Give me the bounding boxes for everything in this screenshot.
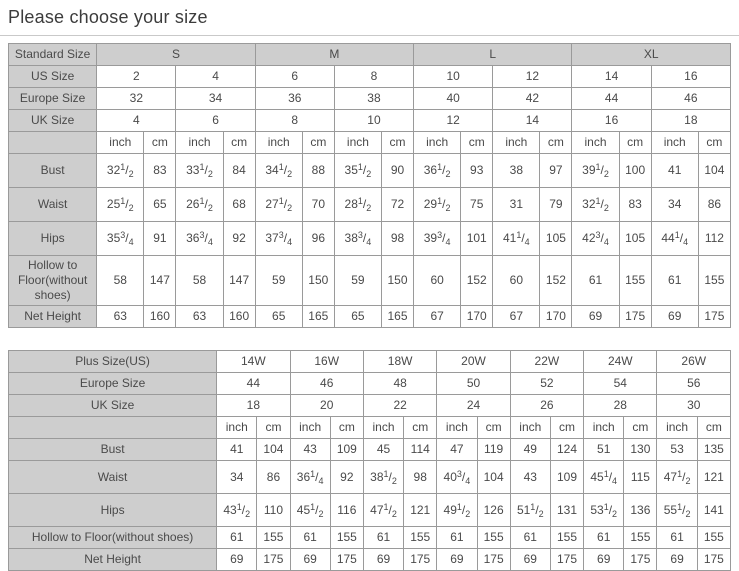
- table-row: [9, 256, 731, 306]
- size-cell: 26: [510, 395, 583, 417]
- standard-size-table: [8, 43, 731, 328]
- row-label: UK Size: [9, 395, 217, 417]
- size-cell: cm: [144, 132, 176, 154]
- size-cell: 67: [414, 306, 461, 328]
- size-cell: 34: [651, 188, 698, 222]
- size-cell: inch: [493, 132, 540, 154]
- size-cell: $55^1/_2$: [657, 494, 697, 527]
- size-cell: 44: [217, 373, 290, 395]
- size-cell: 69: [510, 549, 550, 571]
- size-cell: $45^1/_4$: [584, 461, 624, 494]
- size-cell: 46: [290, 373, 363, 395]
- size-cell: 4: [176, 66, 255, 88]
- table-row: [9, 110, 731, 132]
- size-cell: inch: [217, 417, 257, 439]
- size-cell: 12: [493, 66, 572, 88]
- size-cell: 121: [404, 494, 437, 527]
- size-cell: 104: [257, 439, 290, 461]
- size-cell: $53^1/_2$: [584, 494, 624, 527]
- size-cell: 104: [477, 461, 510, 494]
- size-cell: 75: [461, 188, 493, 222]
- table-row: [9, 417, 731, 439]
- table-row: [9, 188, 731, 222]
- size-cell: 124: [550, 439, 583, 461]
- size-cell: 88: [302, 154, 334, 188]
- table-row: [9, 132, 731, 154]
- size-cell: 43: [510, 461, 550, 494]
- size-cell: 69: [217, 549, 257, 571]
- size-cell: 44: [572, 88, 651, 110]
- size-cell: 69: [290, 549, 330, 571]
- size-cell: inch: [510, 417, 550, 439]
- size-cell: $26^1/_2$: [176, 188, 223, 222]
- size-cell: 135: [697, 439, 730, 461]
- size-cell: $36^1/_2$: [414, 154, 461, 188]
- size-cell: 47: [437, 439, 477, 461]
- size-cell: 126: [477, 494, 510, 527]
- size-cell: $36^1/_4$: [290, 461, 330, 494]
- size-cell: 69: [657, 549, 697, 571]
- size-cell: 58: [176, 256, 223, 306]
- size-cell: inch: [584, 417, 624, 439]
- size-cell: cm: [619, 132, 651, 154]
- size-cell: 50: [437, 373, 510, 395]
- size-cell: 155: [477, 527, 510, 549]
- size-cell: 36: [255, 88, 334, 110]
- size-cell: 92: [223, 222, 255, 256]
- size-cell: inch: [290, 417, 330, 439]
- size-cell: 63: [176, 306, 223, 328]
- size-cell: 92: [330, 461, 363, 494]
- size-cell: 130: [624, 439, 657, 461]
- size-cell: 45: [363, 439, 403, 461]
- row-label: Bust: [9, 439, 217, 461]
- row-label: Europe Size: [9, 373, 217, 395]
- row-label: Europe Size: [9, 88, 97, 110]
- table-row: [9, 222, 731, 256]
- row-label: Standard Size: [9, 44, 97, 66]
- size-cell: 98: [381, 222, 413, 256]
- size-cell: 32: [97, 88, 176, 110]
- size-cell: inch: [255, 132, 302, 154]
- size-cell: 147: [223, 256, 255, 306]
- size-cell: inch: [651, 132, 698, 154]
- size-cell: 65: [334, 306, 381, 328]
- size-cell: 51: [584, 439, 624, 461]
- row-label: Hips: [9, 222, 97, 256]
- table-row: [9, 373, 731, 395]
- size-cell: $39^1/_2$: [572, 154, 619, 188]
- size-cell: 61: [657, 527, 697, 549]
- size-cell: 141: [697, 494, 730, 527]
- size-cell: 69: [572, 306, 619, 328]
- size-cell: 155: [330, 527, 363, 549]
- size-cell: 65: [144, 188, 176, 222]
- size-cell: 10: [414, 66, 493, 88]
- row-label: US Size: [9, 66, 97, 88]
- size-cell: 60: [414, 256, 461, 306]
- size-cell: 155: [257, 527, 290, 549]
- size-cell: cm: [223, 132, 255, 154]
- size-cell: $51^1/_2$: [510, 494, 550, 527]
- size-cell: 175: [550, 549, 583, 571]
- size-cell: 131: [550, 494, 583, 527]
- table-row: [9, 44, 731, 66]
- size-cell: 70: [302, 188, 334, 222]
- size-cell: 175: [619, 306, 651, 328]
- size-cell: XL: [572, 44, 731, 66]
- table-row: [9, 154, 731, 188]
- size-cell: 26W: [657, 351, 731, 373]
- size-cell: $35^1/_2$: [334, 154, 381, 188]
- size-cell: 14: [572, 66, 651, 88]
- size-cell: 105: [540, 222, 572, 256]
- row-label: [9, 132, 97, 154]
- size-cell: inch: [176, 132, 223, 154]
- size-cell: 22: [363, 395, 436, 417]
- size-cell: 6: [176, 110, 255, 132]
- size-cell: cm: [461, 132, 493, 154]
- size-cell: 40: [414, 88, 493, 110]
- size-cell: 69: [363, 549, 403, 571]
- table-row: [9, 88, 731, 110]
- size-cell: 136: [624, 494, 657, 527]
- size-cell: 59: [255, 256, 302, 306]
- size-cell: 48: [363, 373, 436, 395]
- size-cell: 165: [302, 306, 334, 328]
- size-cell: $27^1/_2$: [255, 188, 302, 222]
- size-cell: cm: [330, 417, 363, 439]
- size-cell: inch: [363, 417, 403, 439]
- size-cell: S: [97, 44, 255, 66]
- size-cell: inch: [657, 417, 697, 439]
- row-label: Hollow to Floor(without shoes): [9, 256, 97, 306]
- size-cell: 60: [493, 256, 540, 306]
- size-cell: 69: [437, 549, 477, 571]
- size-cell: $33^1/_2$: [176, 154, 223, 188]
- size-cell: 115: [624, 461, 657, 494]
- size-cell: M: [255, 44, 413, 66]
- size-cell: 155: [624, 527, 657, 549]
- size-cell: $32^1/_2$: [572, 188, 619, 222]
- row-label: Waist: [9, 461, 217, 494]
- size-cell: 14W: [217, 351, 290, 373]
- row-label: UK Size: [9, 110, 97, 132]
- size-cell: 24W: [584, 351, 657, 373]
- size-cell: 18: [217, 395, 290, 417]
- size-cell: 42: [493, 88, 572, 110]
- size-cell: 68: [223, 188, 255, 222]
- size-cell: 46: [651, 88, 730, 110]
- size-cell: 20: [290, 395, 363, 417]
- size-cell: 150: [302, 256, 334, 306]
- size-cell: cm: [624, 417, 657, 439]
- size-cell: 56: [657, 373, 731, 395]
- size-cell: $43^1/_2$: [217, 494, 257, 527]
- size-cell: 31: [493, 188, 540, 222]
- size-cell: 175: [404, 549, 437, 571]
- size-cell: 97: [540, 154, 572, 188]
- size-cell: inch: [334, 132, 381, 154]
- size-cell: 109: [550, 461, 583, 494]
- size-cell: 104: [698, 154, 730, 188]
- size-cell: $38^1/_2$: [363, 461, 403, 494]
- size-cell: 91: [144, 222, 176, 256]
- plus-size-table: [8, 350, 731, 571]
- size-cell: 100: [619, 154, 651, 188]
- size-cell: 69: [651, 306, 698, 328]
- size-cell: 12: [414, 110, 493, 132]
- table-row: [9, 306, 731, 328]
- size-cell: 114: [404, 439, 437, 461]
- size-cell: 2: [97, 66, 176, 88]
- size-cell: 112: [698, 222, 730, 256]
- size-cell: 61: [651, 256, 698, 306]
- size-cell: 160: [223, 306, 255, 328]
- size-cell: 121: [697, 461, 730, 494]
- size-cell: 175: [698, 306, 730, 328]
- size-cell: $32^1/_2$: [97, 154, 144, 188]
- table-row: [9, 549, 731, 571]
- table-row: [9, 494, 731, 527]
- table-row: [9, 351, 731, 373]
- size-cell: 155: [404, 527, 437, 549]
- size-cell: 155: [697, 527, 730, 549]
- size-cell: inch: [97, 132, 144, 154]
- size-cell: 22W: [510, 351, 583, 373]
- size-cell: 8: [334, 66, 413, 88]
- size-cell: 63: [97, 306, 144, 328]
- size-cell: 155: [619, 256, 651, 306]
- row-label: Net Height: [9, 549, 217, 571]
- size-cell: 61: [290, 527, 330, 549]
- size-cell: inch: [437, 417, 477, 439]
- size-cell: 90: [381, 154, 413, 188]
- size-cell: 84: [223, 154, 255, 188]
- size-cell: 96: [302, 222, 334, 256]
- size-cell: $42^3/_4$: [572, 222, 619, 256]
- size-cell: cm: [697, 417, 730, 439]
- size-cell: 147: [144, 256, 176, 306]
- size-cell: cm: [404, 417, 437, 439]
- size-cell: 52: [510, 373, 583, 395]
- table-row: [9, 439, 731, 461]
- size-cell: 61: [437, 527, 477, 549]
- size-cell: 6: [255, 66, 334, 88]
- size-cell: 18: [651, 110, 730, 132]
- size-cell: $35^3/_4$: [97, 222, 144, 256]
- size-cell: $37^3/_4$: [255, 222, 302, 256]
- size-cell: 67: [493, 306, 540, 328]
- size-cell: 155: [550, 527, 583, 549]
- size-cell: 155: [698, 256, 730, 306]
- size-cell: 116: [330, 494, 363, 527]
- table-row: [9, 66, 731, 88]
- row-label: Plus Size(US): [9, 351, 217, 373]
- size-cell: 93: [461, 154, 493, 188]
- size-cell: inch: [414, 132, 461, 154]
- size-cell: cm: [540, 132, 572, 154]
- size-cell: $47^1/_2$: [657, 461, 697, 494]
- size-cell: $41^1/_4$: [493, 222, 540, 256]
- size-cell: 4: [97, 110, 176, 132]
- size-cell: 165: [381, 306, 413, 328]
- size-cell: 30: [657, 395, 731, 417]
- row-label: Net Height: [9, 306, 97, 328]
- size-cell: 38: [334, 88, 413, 110]
- size-cell: 152: [540, 256, 572, 306]
- size-cell: $28^1/_2$: [334, 188, 381, 222]
- size-cell: 34: [217, 461, 257, 494]
- size-cell: cm: [477, 417, 510, 439]
- size-cell: 175: [330, 549, 363, 571]
- size-cell: 43: [290, 439, 330, 461]
- size-cell: 98: [404, 461, 437, 494]
- row-label: Waist: [9, 188, 97, 222]
- size-cell: 41: [651, 154, 698, 188]
- size-cell: 18W: [363, 351, 436, 373]
- size-cell: 34: [176, 88, 255, 110]
- size-cell: 41: [217, 439, 257, 461]
- size-cell: inch: [572, 132, 619, 154]
- size-cell: 16: [651, 66, 730, 88]
- size-cell: 105: [619, 222, 651, 256]
- size-cell: 86: [698, 188, 730, 222]
- size-cell: 58: [97, 256, 144, 306]
- size-cell: 14: [493, 110, 572, 132]
- size-cell: 170: [461, 306, 493, 328]
- size-cell: $40^3/_4$: [437, 461, 477, 494]
- size-cell: 61: [572, 256, 619, 306]
- table-row: [9, 395, 731, 417]
- size-cell: 24: [437, 395, 510, 417]
- size-cell: cm: [550, 417, 583, 439]
- size-cell: 8: [255, 110, 334, 132]
- size-cell: 72: [381, 188, 413, 222]
- size-cell: $29^1/_2$: [414, 188, 461, 222]
- size-cell: $45^1/_2$: [290, 494, 330, 527]
- size-cell: 160: [144, 306, 176, 328]
- size-cell: 101: [461, 222, 493, 256]
- divider: [0, 35, 739, 36]
- size-cell: 175: [477, 549, 510, 571]
- page-title: Please choose your size: [8, 7, 208, 27]
- size-cell: $34^1/_2$: [255, 154, 302, 188]
- row-label: Hollow to Floor(without shoes): [9, 527, 217, 549]
- size-cell: 61: [510, 527, 550, 549]
- size-cell: 86: [257, 461, 290, 494]
- size-cell: 49: [510, 439, 550, 461]
- size-cell: 10: [334, 110, 413, 132]
- size-cell: 79: [540, 188, 572, 222]
- size-cell: 110: [257, 494, 290, 527]
- size-cell: 38: [493, 154, 540, 188]
- size-cell: 16W: [290, 351, 363, 373]
- size-cell: 175: [697, 549, 730, 571]
- size-cell: 59: [334, 256, 381, 306]
- table-row: [9, 461, 731, 494]
- row-label: Bust: [9, 154, 97, 188]
- size-cell: cm: [698, 132, 730, 154]
- row-label: [9, 417, 217, 439]
- size-cell: $39^3/_4$: [414, 222, 461, 256]
- size-cell: 54: [584, 373, 657, 395]
- size-cell: 119: [477, 439, 510, 461]
- size-cell: $49^1/_2$: [437, 494, 477, 527]
- size-cell: L: [414, 44, 572, 66]
- size-cell: 150: [381, 256, 413, 306]
- size-cell: 61: [217, 527, 257, 549]
- table-row: [9, 527, 731, 549]
- size-cell: $25^1/_2$: [97, 188, 144, 222]
- size-cell: 20W: [437, 351, 510, 373]
- size-cell: 16: [572, 110, 651, 132]
- size-cell: cm: [257, 417, 290, 439]
- size-cell: cm: [302, 132, 334, 154]
- size-cell: 28: [584, 395, 657, 417]
- size-cell: 83: [619, 188, 651, 222]
- size-cell: 152: [461, 256, 493, 306]
- size-cell: 65: [255, 306, 302, 328]
- size-cell: cm: [381, 132, 413, 154]
- size-cell: 170: [540, 306, 572, 328]
- size-cell: 53: [657, 439, 697, 461]
- row-label: Hips: [9, 494, 217, 527]
- size-cell: $47^1/_2$: [363, 494, 403, 527]
- size-cell: 69: [584, 549, 624, 571]
- size-cell: 61: [363, 527, 403, 549]
- size-cell: 175: [624, 549, 657, 571]
- size-cell: $38^3/_4$: [334, 222, 381, 256]
- size-cell: $36^3/_4$: [176, 222, 223, 256]
- size-cell: 83: [144, 154, 176, 188]
- size-cell: 61: [584, 527, 624, 549]
- size-cell: 109: [330, 439, 363, 461]
- size-cell: $44^1/_4$: [651, 222, 698, 256]
- size-cell: 175: [257, 549, 290, 571]
